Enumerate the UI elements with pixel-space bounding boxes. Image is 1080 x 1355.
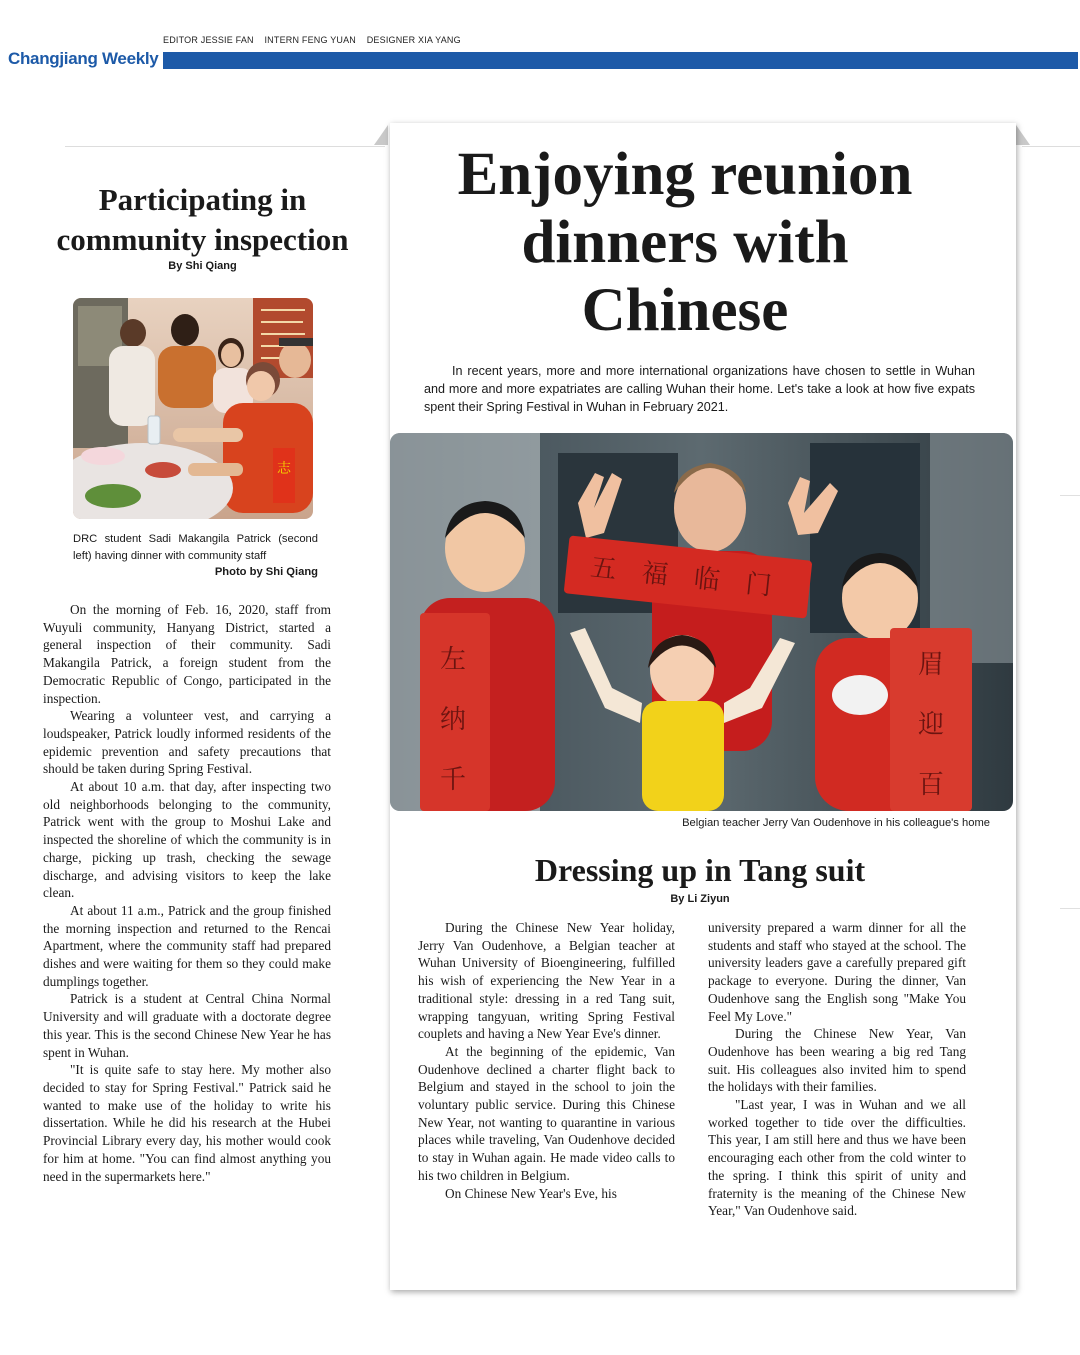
side-story-photo: [73, 298, 313, 519]
side-paragraph: Patrick is a student at Central China Normal University and will graduate with a doctorate degree this year. This is the second Chinese New Year he has spent in Wuhan.: [43, 991, 331, 1060]
main-headline-line: Chinese: [581, 277, 789, 344]
couplet-char: 千: [440, 765, 467, 795]
page-fold-right: [1016, 125, 1030, 145]
side-headline-line: Participating in: [98, 182, 307, 217]
main-photo: [390, 433, 1013, 811]
side-story-headline: [20, 180, 385, 260]
couplet-char: 福: [640, 558, 670, 591]
couplet-char: 五: [588, 552, 618, 586]
sub-paragraph: university prepared a warm dinner for all the students and staff who stayed at the school. The university leaders gave a carefully prepared gift package to everyone. During the dinner, Van Oudenhove sang the English song "Make You Feel My Love.": [708, 920, 966, 1024]
couplet-char: 百: [918, 770, 945, 800]
credit-intern: INTERN FENG YUAN: [264, 35, 357, 45]
margin-tick: [1060, 495, 1080, 496]
sub-paragraph: During the Chinese New Year, Van Oudenhove has been wearing a big red Tang suit. His colleagues also invited him to spend the holidays with their families.: [708, 1026, 966, 1095]
dinner-photo-illustration: [73, 298, 313, 519]
side-photo-caption: [73, 531, 318, 581]
sub-story-column-1: [418, 919, 675, 1202]
side-caption-text: DRC student Sadi Makangila Patrick (second left) having dinner with community staff: [73, 533, 318, 562]
side-story-byline: By Shi Qiang: [168, 260, 237, 272]
side-paragraph: "It is quite safe to stay here. My mother also decided to stay for Spring Festival." Patrick said he wanted to make use of the holiday to write his dissertation. While he did his research at the Hubei Provincial Library every day, his mother would cook for him at home. "You can find almost anything you need in the supermarkets here.": [43, 1062, 331, 1184]
sub-story-byline: By Li Ziyun: [670, 893, 730, 905]
credit-editor: EDITOR JESSIE FAN: [163, 35, 254, 45]
couplet-char: 迎: [918, 710, 945, 740]
sub-paragraph: "Last year, I was in Wuhan and we all worked together to tide over the difficulties. This year, I am still here and thus we have been encouraging each other from the cold winter to the spring. I think this spirit of unity and fraternity is the meaning of the Chinese New Year," Van Oudenhove said.: [708, 1097, 966, 1219]
sub-story-headline: Dressing up in Tang suit: [534, 852, 866, 888]
credits-line: [163, 35, 469, 45]
page-fold-left: [374, 125, 388, 145]
side-story-body: [43, 601, 331, 1185]
main-headline-line: Enjoying reunion: [457, 141, 913, 208]
couplet-char: 左: [440, 645, 467, 675]
sub-paragraph: At the beginning of the epidemic, Van Oudenhove declined a charter flight back to Belgium and stayed in the school to join the voluntary public service. During this Chinese New Year, not wanting to quarantine in various places while traveling, Van Oudenhove decided to stay in Wuhan again. He made video calls to his two children in Belgium.: [418, 1043, 675, 1183]
masthead-title: Changjiang Weekly: [8, 49, 159, 68]
couplet-char: 纳: [440, 705, 467, 735]
side-paragraph: Wearing a volunteer vest, and carrying a loudspeaker, Patrick loudly informed residents of the epidemic prevention and safety precautions that should be taken during Spring Festival.: [43, 708, 331, 777]
sub-story-column-2: [708, 919, 966, 1220]
main-intro: [424, 362, 975, 416]
svg-text:志: 志: [277, 461, 291, 477]
side-headline-line: community inspection: [56, 222, 349, 257]
couplet-char: 门: [744, 569, 774, 602]
credit-designer: DESIGNER XIA YANG: [366, 35, 461, 45]
family-couplet-photo-illustration: [390, 433, 1013, 811]
intro-paragraph: In recent years, more and more international organizations have chosen to settle in Wuhan and more and more expatriates are calling Wuhan their home. Let's take a look at how five expats spent their Spring Festival in Wuhan in February 2021.: [424, 364, 975, 414]
main-photo-caption: Belgian teacher Jerry Van Oudenhove in his colleague's home: [682, 817, 990, 829]
sub-paragraph: On Chinese New Year's Eve, his: [445, 1185, 617, 1201]
side-paragraph: At about 10 a.m. that day, after inspecting two old neighborhoods belonging to the community, Patrick went with the group to Moshui Lake and inspected the shoreline of which the community is in charge, picking up trash, checking the sewage discharge, and advising visitors to keep the lake clean.: [43, 779, 331, 901]
masthead-bar: [163, 52, 1078, 69]
main-headline-line: dinners with: [521, 209, 849, 276]
couplet-char: 临: [692, 563, 722, 597]
side-paragraph: At about 11 a.m., Patrick and the group finished the morning inspection and returned to the Rencai Apartment, where the community staff had prepared dishes and were waiting for them so they could make dumplings together.: [43, 902, 331, 989]
sub-paragraph: During the Chinese New Year holiday, Jerry Van Oudenhove, a Belgian teacher at Wuhan University of Bioengineering, fulfilled his wish of experiencing the New Year in a traditional style: dressing in a red Tang suit, wrapping tangyuan, writing Spring Festival couplets and having a New Year Eve's dinner.: [418, 920, 675, 1042]
divider-right: [1022, 146, 1080, 147]
margin-tick: [1060, 908, 1080, 909]
side-paragraph: On the morning of Feb. 16, 2020, staff from Wuyuli community, Hanyang District, started a general inspection of their community. Sadi Makangila Patrick, a foreign student from the Democratic Republic of Congo, participated in the inspection.: [43, 602, 331, 706]
side-photo-credit: Photo by Shi Qiang: [214, 566, 318, 578]
main-headline: [420, 141, 950, 345]
divider-left: [65, 146, 385, 147]
couplet-char: 眉: [918, 650, 945, 680]
